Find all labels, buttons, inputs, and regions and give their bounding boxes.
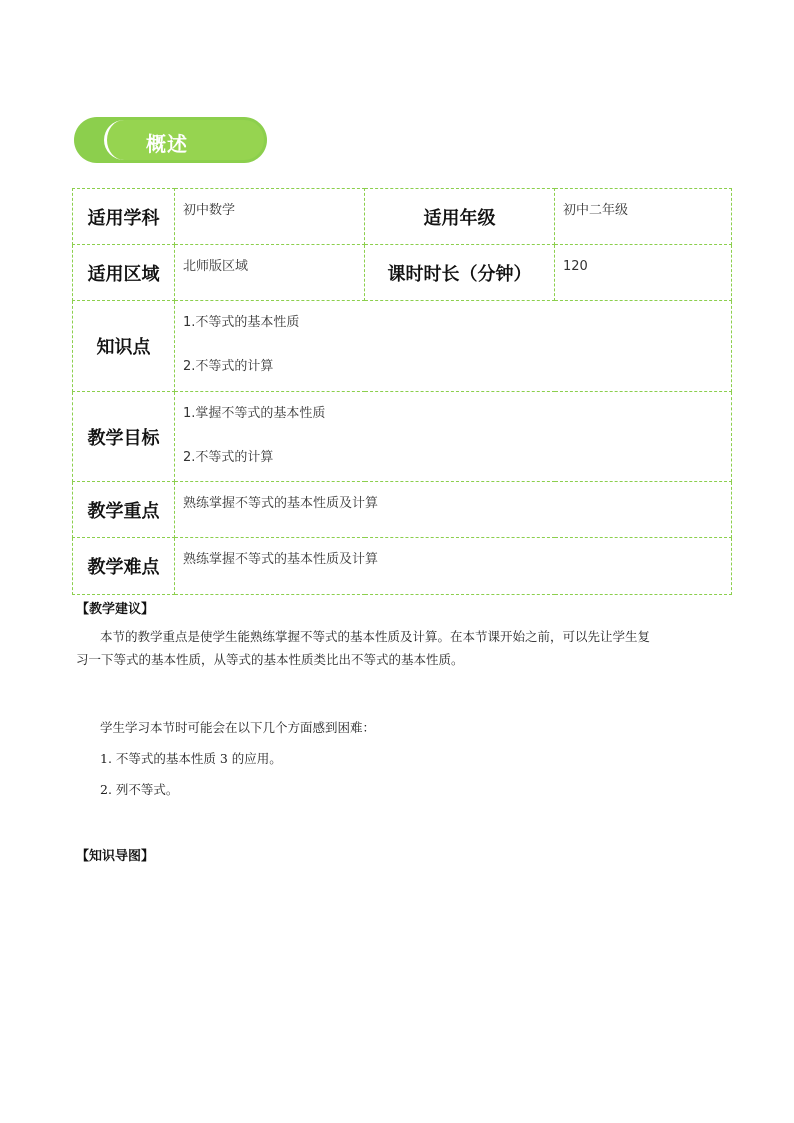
goal-item: 2.不等式的计算 (183, 450, 274, 465)
subject-value-text: 初中数学 (183, 203, 236, 218)
grade-value (555, 189, 732, 245)
table-row (73, 392, 732, 482)
difficulty-list-item: 2. 列不等式。 (100, 782, 179, 797)
focus-value-text: 熟练掌握不等式的基本性质及计算 (183, 496, 379, 511)
goals-value (175, 392, 732, 482)
knowledge-item: 2.不等式的计算 (183, 359, 274, 374)
duration-value-text: 120 (563, 259, 588, 274)
advice-paragraph-line2: 习一下等式的基本性质，从等式的基本性质类比出不等式的基本性质。 (76, 652, 464, 667)
difficulty-label: 教学难点 (73, 538, 175, 595)
subject-label: 适用学科 (73, 189, 175, 245)
goal-item: 1.掌握不等式的基本性质 (183, 406, 326, 421)
knowledge-map-heading: 【知识导图】 (76, 849, 155, 864)
duration-value (555, 245, 732, 301)
advice-heading: 【教学建议】 (76, 602, 155, 617)
difficulty-intro: 学生学习本节时可能会在以下几个方面感到困难： (100, 720, 376, 735)
table-row (73, 538, 732, 595)
focus-value (175, 482, 732, 538)
difficulty-value (175, 538, 732, 595)
grade-value-text: 初中二年级 (563, 203, 629, 218)
table-row (73, 189, 732, 245)
grade-label: 适用年级 (365, 189, 555, 245)
table-row (73, 301, 732, 392)
knowledge-item: 1.不等式的基本性质 (183, 315, 300, 330)
goals-label: 教学目标 (73, 392, 175, 482)
advice-paragraph-line1: 本节的教学重点是使学生能熟练掌握不等式的基本性质及计算。在本节课开始之前，可以先让学生复 (100, 629, 651, 644)
banner-title: 概述 (146, 132, 188, 156)
table-row (73, 245, 732, 301)
difficulty-list-item: 1. 不等式的基本性质 3 的应用。 (100, 751, 282, 766)
course-info-table (72, 188, 732, 595)
section-banner (74, 117, 267, 163)
subject-value (175, 189, 365, 245)
knowledge-value (175, 301, 732, 392)
region-label: 适用区域 (73, 245, 175, 301)
difficulty-value-text: 熟练掌握不等式的基本性质及计算 (183, 552, 379, 567)
region-value (175, 245, 365, 301)
focus-label: 教学重点 (73, 482, 175, 538)
duration-label: 课时时长（分钟） (365, 245, 555, 301)
region-value-text: 北师版区域 (183, 259, 249, 274)
table-row (73, 482, 732, 538)
knowledge-label: 知识点 (73, 301, 175, 392)
